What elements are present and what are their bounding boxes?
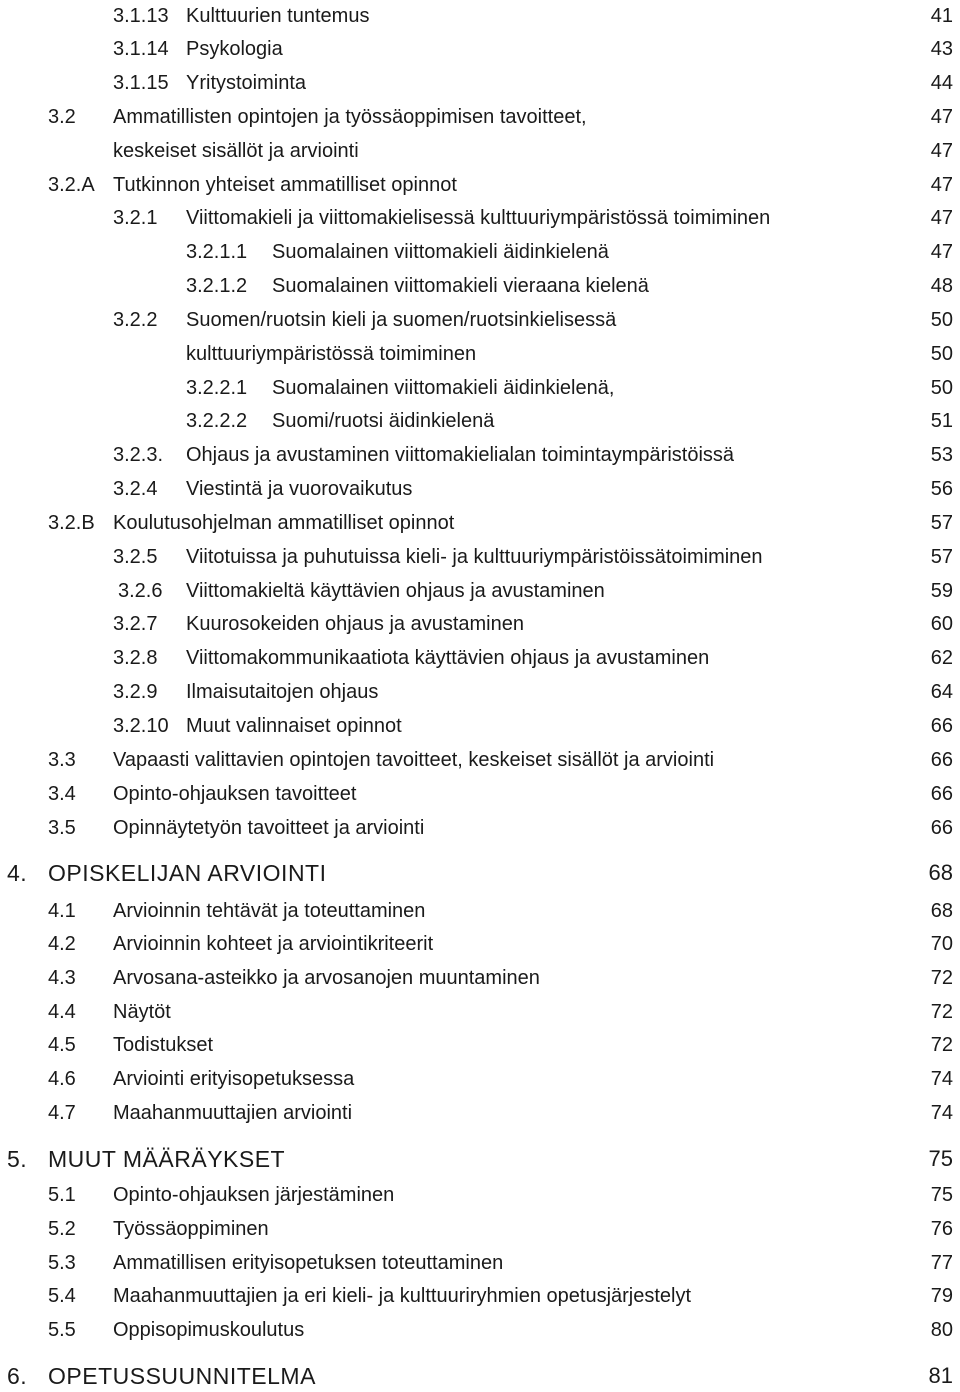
toc-entry-page: 47 (930, 207, 953, 229)
toc-entry[interactable] (0, 575, 960, 607)
toc-entry-title: Koulutusohjelman ammatilliset opinnot (113, 512, 455, 534)
toc-entry-number: 3.2.4 (113, 478, 158, 500)
toc-entry[interactable] (0, 1247, 960, 1279)
toc-entry-number: 3.2.3. (113, 444, 164, 466)
toc-entry-title: Suomen/ruotsin kieli ja suomen/ruotsinkielisessä (186, 309, 617, 331)
toc-entry-number: 4.5 (48, 1034, 76, 1056)
toc-entry-number: 3.2.6 (118, 580, 163, 602)
toc-entry-number: 3.2.1.1 (186, 241, 248, 263)
toc-entry-title: Opinto-ohjauksen järjestäminen (113, 1184, 395, 1206)
toc-entry-number: 5. (7, 1146, 28, 1172)
toc-entry-number: 4.6 (48, 1068, 76, 1090)
toc-entry-title: MUUT MÄÄRÄYKSET (48, 1146, 286, 1172)
toc-entry-title: Arvioinnin kohteet ja arviointikriteerit (113, 933, 434, 955)
toc-entry-title: Tutkinnon yhteiset ammatilliset opinnot (113, 174, 457, 196)
toc-entry[interactable] (0, 236, 960, 268)
toc-entry-title: Viittomakieli ja viittomakielisessä kulttuuriympäristössä toimiminen (186, 207, 771, 229)
toc-entry-title: Yritystoiminta (186, 72, 307, 94)
toc-entry-page: 41 (930, 5, 953, 27)
toc-entry-page: 44 (930, 72, 953, 94)
toc-entry-page: 47 (930, 140, 953, 162)
toc-entry[interactable] (0, 270, 960, 302)
toc-entry-page: 59 (930, 580, 953, 602)
toc-entry-title: Kuurosokeiden ohjaus ja avustaminen (186, 613, 524, 635)
toc-entry-title: Suomalainen viittomakieli äidinkielenä, (272, 377, 615, 399)
toc-entry-page: 48 (930, 275, 953, 297)
toc-entry[interactable] (0, 1143, 960, 1175)
toc-entry-title: Ammatillisten opintojen ja työssäoppimisen tavoitteet, (113, 106, 587, 128)
toc-entry[interactable] (0, 101, 960, 133)
toc-entry-page: 70 (930, 933, 953, 955)
toc-entry[interactable] (0, 928, 960, 960)
toc-entry[interactable] (0, 202, 960, 234)
toc-entry-number: 3.5 (48, 817, 76, 839)
toc-entry[interactable] (0, 372, 960, 404)
toc-entry-page: 53 (930, 444, 953, 466)
toc-entry-page: 76 (930, 1218, 953, 1240)
toc-entry-title: Maahanmuuttajien arviointi (113, 1102, 353, 1124)
toc-entry-number: 4.2 (48, 933, 76, 955)
toc-entry-page: 57 (930, 546, 953, 568)
toc-entry-title: Viittomakieltä käyttävien ohjaus ja avustaminen (186, 580, 605, 602)
toc-entry[interactable] (0, 135, 960, 167)
toc-entry-title: Opinto-ohjauksen tavoitteet (113, 783, 357, 805)
toc-entry-title: Ilmaisutaitojen ohjaus (186, 681, 379, 703)
toc-entry-title: kulttuuriympäristössä toimiminen (186, 343, 477, 365)
toc-entry-number: 4.1 (48, 900, 76, 922)
toc-entry-page: 50 (930, 343, 953, 365)
toc-entry-number: 3.4 (48, 783, 76, 805)
toc-entry[interactable] (0, 1360, 960, 1392)
toc-entry-title: Vapaasti valittavien opintojen tavoitteet, keskeiset sisällöt ja arviointi (113, 749, 715, 771)
toc-entry-number: 3.2.B (48, 512, 95, 534)
toc-entry-page: 60 (930, 613, 953, 635)
toc-entry-title: Arvosana-asteikko ja arvosanojen muuntaminen (113, 967, 540, 989)
toc-entry-number: 5.5 (48, 1319, 76, 1341)
toc-entry-number: 3.1.15 (113, 72, 169, 94)
toc-entry[interactable] (0, 0, 960, 32)
toc-entry-title: Ohjaus ja avustaminen viittomakielialan toimintaympäristöissä (186, 444, 735, 466)
toc-entry-title: Psykologia (186, 38, 283, 60)
toc-entry[interactable] (0, 857, 960, 889)
toc-entry-title: Viittomakommunikaatiota käyttävien ohjaus ja avustaminen (186, 647, 710, 669)
toc-entry-title: Muut valinnaiset opinnot (186, 715, 402, 737)
toc-entry-page: 47 (930, 241, 953, 263)
toc-entry-page: 47 (930, 106, 953, 128)
toc-entry-number: 4.4 (48, 1001, 76, 1023)
toc-entry-page: 68 (928, 860, 953, 885)
toc-entry[interactable] (0, 33, 960, 65)
toc-entry-number: 3.2.8 (113, 647, 158, 669)
toc-entry-number: 3.2.2.1 (186, 377, 248, 399)
toc-entry-number: 3.1.13 (113, 5, 169, 27)
toc-entry-title: Suomalainen viittomakieli vieraana kielenä (272, 275, 649, 297)
toc-entry-number: 3.2 (48, 106, 76, 128)
toc-entry-title: Suomalainen viittomakieli äidinkielenä (272, 241, 609, 263)
toc-entry-number: 5.2 (48, 1218, 76, 1240)
toc-entry-title: Viestintä ja vuorovaikutus (186, 478, 413, 500)
toc-entry-page: 50 (930, 309, 953, 331)
toc-entry-page: 50 (930, 377, 953, 399)
toc-entry-page: 66 (930, 749, 953, 771)
toc-entry-title: keskeiset sisällöt ja arviointi (113, 140, 359, 162)
toc-entry-title: Näytöt (113, 1001, 171, 1023)
toc-entry-page: 74 (930, 1068, 953, 1090)
toc-entry-page: 51 (930, 410, 953, 432)
toc-entry-page: 66 (930, 817, 953, 839)
toc-entry-page: 66 (930, 715, 953, 737)
toc-entry-number: 5.1 (48, 1184, 76, 1206)
toc-entry[interactable] (0, 1029, 960, 1061)
toc-entry[interactable] (0, 473, 960, 505)
toc-entry-page: 79 (930, 1285, 953, 1307)
toc-entry[interactable] (0, 812, 960, 844)
toc-entry-page: 72 (930, 1001, 953, 1023)
toc-entry-page: 72 (930, 967, 953, 989)
toc-entry-page: 81 (928, 1363, 953, 1388)
toc-entry[interactable] (0, 744, 960, 776)
toc-entry-page: 72 (930, 1034, 953, 1056)
toc-entry[interactable] (0, 507, 960, 539)
toc-entry-title: Todistukset (113, 1034, 214, 1056)
toc-entry-page: 75 (928, 1146, 953, 1171)
toc-entry[interactable] (0, 169, 960, 201)
toc-entry-number: 3.2.9 (113, 681, 158, 703)
toc-entry-title: Työssäoppiminen (113, 1218, 269, 1240)
toc-entry[interactable] (0, 67, 960, 99)
toc-entry-number: 3.1.14 (113, 38, 169, 60)
toc-entry[interactable] (0, 1179, 960, 1211)
toc-entry-title: Kulttuurien tuntemus (186, 5, 370, 27)
toc-entry-page: 47 (930, 174, 953, 196)
toc-entry-number: 3.2.7 (113, 613, 158, 635)
toc-entry[interactable] (0, 1314, 960, 1346)
toc-entry-number: 5.4 (48, 1285, 76, 1307)
toc-entry-number: 4. (7, 860, 28, 886)
toc-entry-title: Opinnäytetyön tavoitteet ja arviointi (113, 817, 425, 839)
toc-entry[interactable] (0, 642, 960, 674)
toc-entry-page: 68 (930, 900, 953, 922)
toc-entry[interactable] (0, 541, 960, 573)
toc-entry-title: Oppisopimuskoulutus (113, 1319, 305, 1341)
toc-entry[interactable] (0, 1097, 960, 1129)
toc-entry-title: Ammatillisen erityisopetuksen toteuttaminen (113, 1252, 504, 1274)
toc-entry-title: OPETUSSUUNNITELMA (48, 1363, 316, 1389)
toc-entry[interactable] (0, 710, 960, 742)
toc-entry[interactable] (0, 439, 960, 471)
toc-entry-number: 4.7 (48, 1102, 76, 1124)
toc-entry-title: Maahanmuuttajien ja eri kieli- ja kulttuuriryhmien opetusjärjestelyt (113, 1285, 692, 1307)
toc-entry-title: Suomi/ruotsi äidinkielenä (272, 410, 495, 432)
toc-entry-page: 75 (930, 1184, 953, 1206)
toc-entry-page: 66 (930, 783, 953, 805)
toc-entry-page: 80 (930, 1319, 953, 1341)
toc-entry-page: 64 (930, 681, 953, 703)
toc-entry[interactable] (0, 996, 960, 1028)
toc-entry[interactable] (0, 338, 960, 370)
toc-entry-page: 77 (930, 1252, 953, 1274)
toc-entry[interactable] (0, 1063, 960, 1095)
toc-entry[interactable] (0, 895, 960, 927)
toc-entry-number: 6. (7, 1363, 28, 1389)
toc-entry-number: 3.2.1 (113, 207, 158, 229)
toc-entry[interactable] (0, 1280, 960, 1312)
toc-entry[interactable] (0, 304, 960, 336)
toc-entry[interactable] (0, 1213, 960, 1245)
toc-entry-number: 3.2.A (48, 174, 95, 196)
toc-entry-page: 57 (930, 512, 953, 534)
toc-entry[interactable] (0, 676, 960, 708)
toc-entry-number: 3.2.1.2 (186, 275, 248, 297)
toc-entry-page: 74 (930, 1102, 953, 1124)
toc-entry-number: 4.3 (48, 967, 76, 989)
toc-entry-title: Viitotuissa ja puhutuissa kieli- ja kulttuuriympäristöissätoimiminen (186, 546, 763, 568)
toc-entry-page: 43 (930, 38, 953, 60)
toc-entry-number: 3.2.2.2 (186, 410, 248, 432)
toc-entry-title: Arviointi erityisopetuksessa (113, 1068, 355, 1090)
toc-entry-title: OPISKELIJAN ARVIOINTI (48, 860, 327, 886)
toc-entry-page: 62 (930, 647, 953, 669)
toc-entry[interactable] (0, 962, 960, 994)
toc-entry-number: 3.3 (48, 749, 76, 771)
toc-entry-number: 3.2.10 (113, 715, 169, 737)
toc-entry-number: 5.3 (48, 1252, 76, 1274)
toc-entry-number: 3.2.5 (113, 546, 158, 568)
toc-entry[interactable] (0, 405, 960, 437)
toc-entry[interactable] (0, 778, 960, 810)
toc-entry-number: 3.2.2 (113, 309, 158, 331)
toc-entry-title: Arvioinnin tehtävät ja toteuttaminen (113, 900, 426, 922)
toc-entry-page: 56 (930, 478, 953, 500)
toc-entry[interactable] (0, 608, 960, 640)
